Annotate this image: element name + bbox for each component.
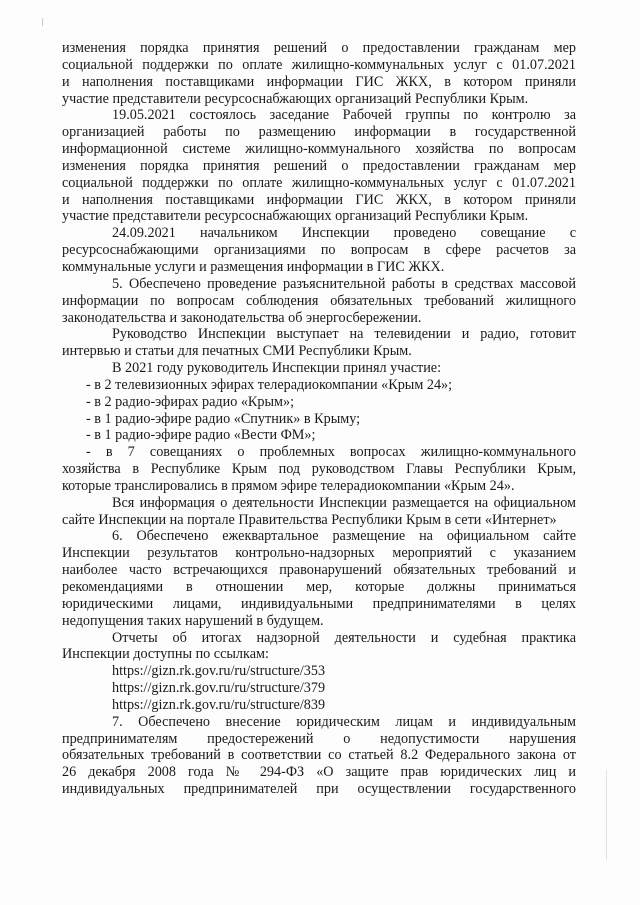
- list-item: - в 1 радио-эфире радио «Вести ФМ»;: [86, 427, 316, 444]
- text-line: Инспекции результатов контрольно-надзорных мероприятий с указанием: [62, 545, 576, 562]
- text-line: сайте Инспекции на портале Правительства Республики Крым в сети «Интернет»: [62, 511, 557, 528]
- document-body: [62, 40, 576, 798]
- text-line: недопущения таких нарушений в будущем.: [62, 612, 324, 629]
- text-line: изменения порядка принятия решений о предоставлении гражданам мер: [62, 157, 576, 174]
- text-line: Инспекции доступны по ссылкам:: [62, 646, 269, 663]
- link-url: https://gizn.rk.gov.ru/ru/structure/353: [112, 663, 326, 680]
- text-line: и наполнения поставщиками информации ГИС ЖКХ, в котором приняли: [62, 191, 576, 208]
- text-line: обязательных требований в соответствии со статьей 8.2 Федерального закона от: [62, 747, 576, 764]
- text-line: В 2021 году руководитель Инспекции принял участие:: [112, 360, 442, 377]
- text-line: Отчеты об итогах надзорной деятельности и судебная практика: [112, 629, 576, 646]
- list-item: - в 2 радио-эфирах радио «Крым»;: [86, 393, 295, 410]
- list-item: - в 2 телевизионных эфирах телерадиокомпании «Крым 24»;: [86, 376, 453, 393]
- text-line: индивидуальных предпринимателей при осуществлении государственного: [62, 781, 576, 798]
- text-line: ресурсоснабжающими организациями по вопросам в сфере расчетов за: [62, 242, 576, 259]
- text-line: 6. Обеспечено ежеквартальное размещение на официальном сайте: [112, 528, 576, 545]
- link-url: https://gizn.rk.gov.ru/ru/structure/379: [112, 680, 326, 697]
- text-line: организацией работы по размещению информации в государственной: [62, 124, 576, 141]
- list-item: - в 1 радио-эфире радио «Спутник» в Крыму;: [86, 410, 361, 427]
- text-line: социальной поддержки по оплате жилищно-коммунальных услуг с 01.07.2021: [62, 56, 576, 73]
- text-line: информации по вопросам соблюдения обязательных требований жилищного: [62, 292, 576, 309]
- text-line: социальной поддержки по оплате жилищно-коммунальных услуг с 01.07.2021: [62, 174, 576, 191]
- text-line: и наполнения поставщиками информации ГИС ЖКХ, в котором приняли: [62, 73, 576, 90]
- text-line: юридическими лицами, индивидуальными предпринимателями в целях: [62, 595, 576, 612]
- text-line: Вся информация о деятельности Инспекции размещается на официальном: [112, 494, 576, 511]
- scan-edge-shadow: [606, 770, 607, 860]
- text-line: 7. Обеспечено внесение юридическим лицам и индивидуальным: [112, 713, 576, 730]
- text-line: предпринимателям предостережений о недопустимости нарушения: [62, 730, 576, 747]
- text-line: участие представители ресурсоснабжающих организаций Республики Крым.: [62, 90, 529, 107]
- scan-mark: [42, 18, 43, 26]
- text-line: 5. Обеспечено проведение разъяснительной работы в средствах массовой: [112, 275, 576, 292]
- text-line: которые транслировались в прямом эфире телерадиокомпании «Крым 24».: [62, 477, 515, 494]
- text-line: наиболее часто встречающихся правонарушений обязательных требований и: [62, 562, 576, 579]
- text-line: изменения порядка принятия решений о предоставлении гражданам мер: [62, 40, 576, 56]
- text-line: хозяйства в Республике Крым под руководством Главы Республики Крым,: [62, 461, 576, 478]
- text-line: законодательства и законодательства об энергосбережении.: [62, 309, 422, 326]
- text-line: 24.09.2021 начальником Инспекции проведено совещание с: [112, 225, 576, 242]
- text-line: информационной системе жилищно-коммунального хозяйства по вопросам: [62, 141, 576, 158]
- text-line: Руководство Инспекции выступает на телевидении и радио, готовит: [112, 326, 576, 343]
- text-line: 26 декабря 2008 года № 294-ФЗ «О защите прав юридических лиц и: [62, 764, 576, 781]
- text-line: коммунальные услуги и размещения информации в ГИС ЖКХ.: [62, 258, 445, 275]
- text-line: интервью и статьи для печатных СМИ Республики Крым.: [62, 343, 412, 360]
- list-item: - в 7 совещаниях о проблемных вопросах жилищно-коммунального: [86, 444, 576, 461]
- text-line: рекомендациями в отношении мер, которые должны приниматься: [62, 579, 576, 595]
- link-url: https://gizn.rk.gov.ru/ru/structure/839: [112, 696, 326, 713]
- text-line: участие представители ресурсоснабжающих организаций Республики Крым.: [62, 208, 529, 225]
- text-line: 19.05.2021 состоялось заседание Рабочей группы по контролю за: [112, 107, 576, 124]
